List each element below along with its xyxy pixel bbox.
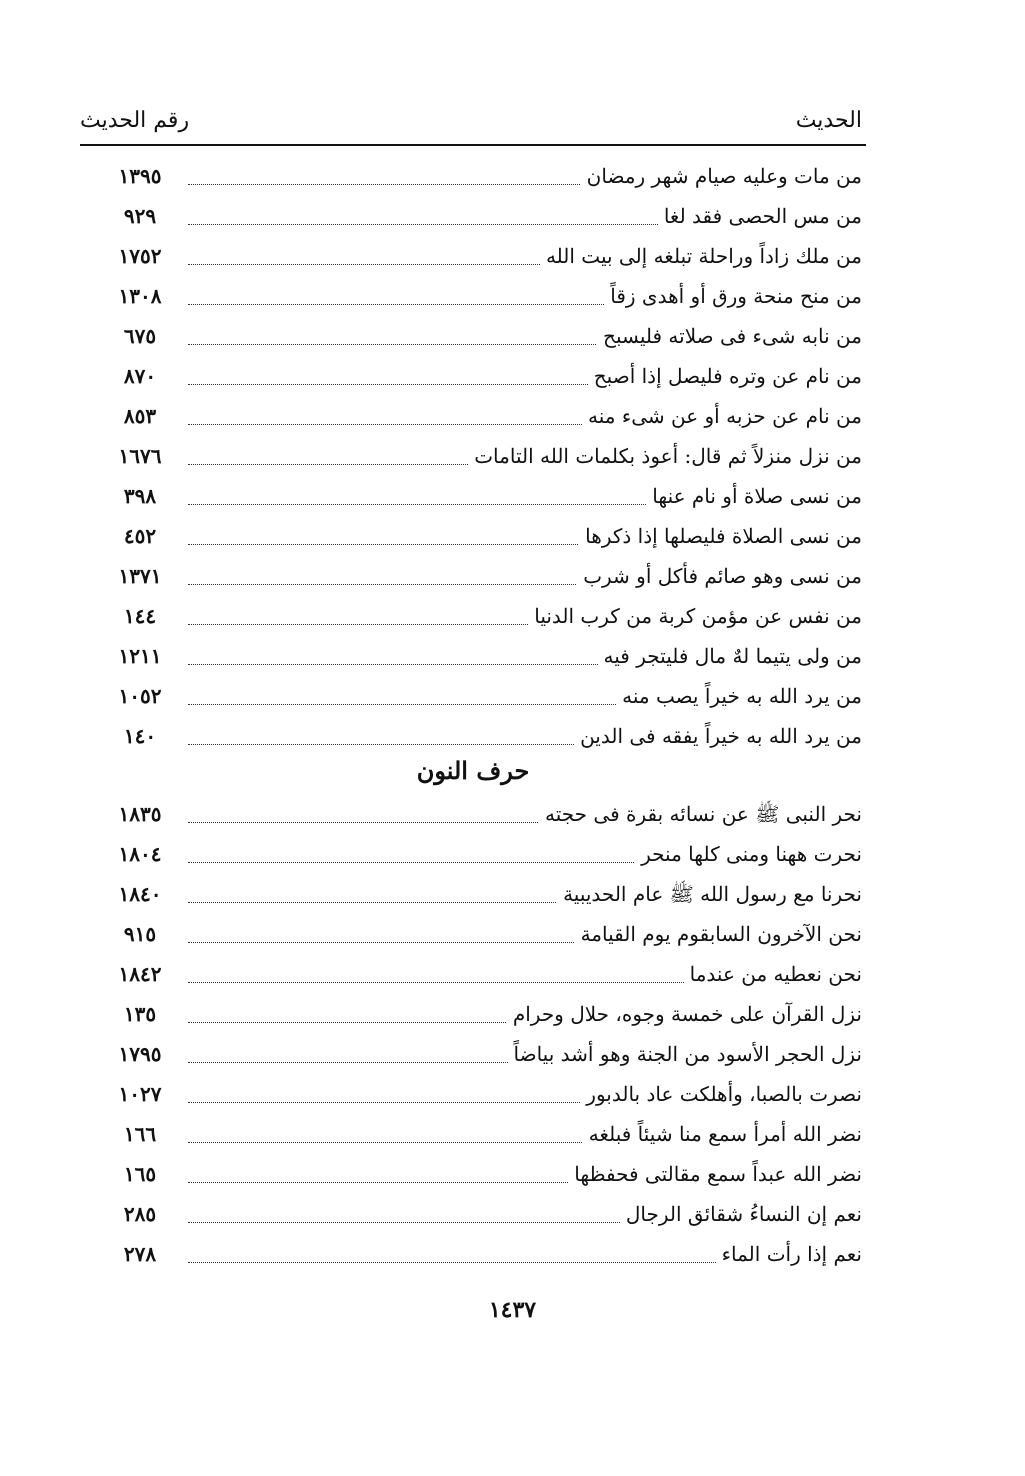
list-item bbox=[80, 440, 866, 480]
list-item bbox=[80, 1038, 866, 1078]
list-item bbox=[80, 1238, 866, 1278]
hadith-text: نحن الآخرون السابقوم يوم القيامة bbox=[575, 922, 862, 946]
hadith-text: نضر الله أمرأ سمع منا شيئاً فبلغه bbox=[583, 1122, 862, 1146]
hadith-number: ٦٧٥ bbox=[123, 324, 157, 348]
hadith-number: ١٦٥ bbox=[123, 1162, 157, 1186]
hadith-text: من ملك زاداً وراحلة تبلغه إلى بيت الله bbox=[540, 244, 862, 268]
hadith-text: من مات وعليه صيام شهر رمضان bbox=[581, 164, 862, 188]
list-item bbox=[80, 360, 866, 400]
list-item bbox=[80, 998, 866, 1038]
hadith-text: نعم إن النساءُ شقائق الرجال bbox=[620, 1202, 862, 1226]
hadith-number: ٢٧٨ bbox=[123, 1242, 157, 1266]
hadith-text: نحرنا مع رسول الله ﷺ عام الحديبية bbox=[557, 882, 862, 911]
list-item bbox=[80, 480, 866, 520]
list-item bbox=[80, 200, 866, 240]
list-item bbox=[80, 1198, 866, 1238]
hadith-text: نحن نعطيه من عندما bbox=[684, 962, 862, 986]
hadith-number: ١٦٧٦ bbox=[118, 444, 162, 468]
hadith-text: نحرت ههنا ومنى كلها منحر bbox=[635, 842, 862, 866]
hadith-text: من نفس عن مؤمن كربة من كرب الدنيا bbox=[528, 604, 862, 628]
list-item bbox=[80, 640, 866, 680]
section-title: حرف النون bbox=[416, 756, 530, 785]
hadith-column-label: الحديث bbox=[795, 108, 862, 133]
hadith-number: ١٠٥٢ bbox=[118, 684, 162, 708]
hadith-text: نحر النبى ﷺ عن نسائه بقرة فى حجته bbox=[539, 802, 862, 831]
hadith-number: ١٧٥٢ bbox=[118, 244, 162, 268]
hadith-text: من منح منحة ورق أو أهدى زقاً bbox=[604, 284, 862, 308]
hadith-text: من يرد الله به خيراً يفقه فى الدين bbox=[574, 724, 862, 748]
list-item bbox=[80, 958, 866, 998]
hadith-number: ١٨٤٠ bbox=[118, 882, 162, 906]
hadith-text: نضر الله عبداً سمع مقالتى فحفظها bbox=[568, 1162, 862, 1186]
list-item bbox=[80, 798, 866, 838]
list-item bbox=[80, 1078, 866, 1118]
number-column-label: رقم الحديث bbox=[80, 108, 190, 133]
list-item bbox=[80, 1118, 866, 1158]
hadith-number: ١٢١١ bbox=[118, 644, 162, 668]
hadith-number: ٣٩٨ bbox=[123, 484, 157, 508]
hadith-number: ٩١٥ bbox=[123, 922, 157, 946]
list-item bbox=[80, 720, 866, 760]
hadith-number: ١٦٦ bbox=[123, 1122, 157, 1146]
hadith-text: من ولى يتيما لهٌ مال فليتجر فيه bbox=[598, 644, 862, 668]
hadith-number: ١٠٢٧ bbox=[118, 1082, 162, 1106]
hadith-number: ١٤٠ bbox=[123, 724, 157, 748]
list-item bbox=[80, 560, 866, 600]
hadith-number: ٩٢٩ bbox=[123, 204, 157, 228]
list-item bbox=[80, 600, 866, 640]
list-item bbox=[80, 680, 866, 720]
hadith-text: نزل الحجر الأسود من الجنة وهو أشد بياضاً bbox=[508, 1042, 862, 1066]
list-item bbox=[80, 918, 866, 958]
hadith-number: ١٣٠٨ bbox=[118, 284, 162, 308]
hadith-text: نزل القرآن على خمسة وجوه، حلال وحرام bbox=[507, 1002, 862, 1026]
hadith-number: ١٧٩٥ bbox=[118, 1042, 162, 1066]
hadith-number: ١٣٧١ bbox=[118, 564, 162, 588]
list-item bbox=[80, 838, 866, 878]
hadith-text: نصرت بالصبا، وأهلكت عاد بالدبور bbox=[580, 1082, 862, 1106]
hadith-text: من نام عن حزبه أو عن شىء منه bbox=[582, 404, 862, 428]
hadith-number: ١٨٠٤ bbox=[118, 842, 162, 866]
hadith-text: نعم إذا رأت الماء bbox=[716, 1242, 862, 1266]
hadith-text: من مس الحصى فقد لغا bbox=[658, 204, 862, 228]
list-item bbox=[80, 400, 866, 440]
list-item bbox=[80, 520, 866, 560]
hadith-number: ١٨٤٢ bbox=[118, 962, 162, 986]
hadith-text: من نابه شىء فى صلاته فليسبح bbox=[597, 324, 862, 348]
hadith-number: ٨٧٠ bbox=[123, 364, 157, 388]
hadith-number: ١٣٩٥ bbox=[118, 164, 162, 188]
list-item bbox=[80, 280, 866, 320]
hadith-text: من نام عن وتره فليصل إذا أصبح bbox=[588, 364, 862, 388]
hadith-text: من نسى صلاة أو نام عنها bbox=[646, 484, 862, 508]
hadith-text: من نسى الصلاة فليصلها إذا ذكرها bbox=[579, 524, 862, 548]
hadith-text: من يرد الله به خيراً يصب منه bbox=[616, 684, 862, 708]
list-item bbox=[80, 878, 866, 918]
hadith-number: ٤٥٢ bbox=[123, 524, 157, 548]
page-number: ١٤٣٧ bbox=[488, 1297, 537, 1323]
list-item bbox=[80, 1158, 866, 1198]
column-header bbox=[80, 104, 866, 146]
list-item bbox=[80, 160, 866, 200]
hadith-number: ١٨٣٥ bbox=[118, 802, 162, 826]
hadith-text: من نسى وهو صائم فأكل أو شرب bbox=[577, 564, 862, 588]
list-item bbox=[80, 240, 866, 280]
list-item bbox=[80, 320, 866, 360]
hadith-number: ٨٥٣ bbox=[123, 404, 157, 428]
hadith-number: ١٤٤ bbox=[123, 604, 157, 628]
hadith-text: من نزل منزلاً ثم قال: أعوذ بكلمات الله التامات bbox=[468, 444, 862, 468]
hadith-number: ٢٨٥ bbox=[123, 1202, 157, 1226]
hadith-number: ١٣٥ bbox=[123, 1002, 157, 1026]
